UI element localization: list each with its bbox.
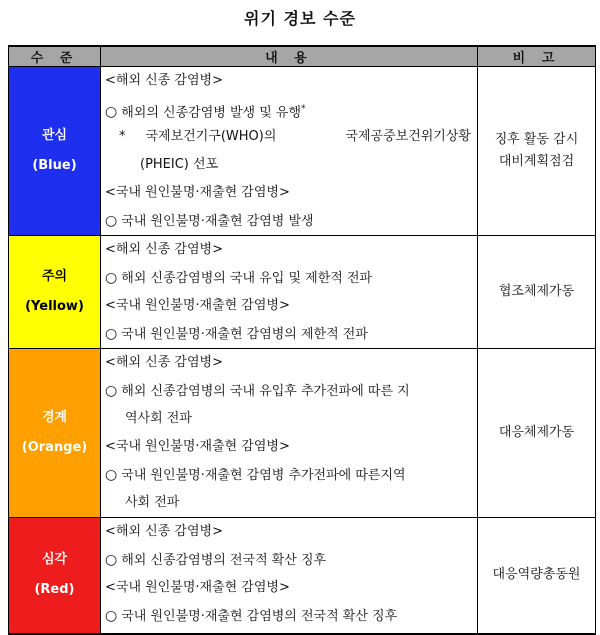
footnote-mark: * [301,104,306,114]
list-item-continued: 역사회 전파 [125,411,192,426]
list-item: ○ 해외 신종감염병의 전국적 확산 징후 [105,552,327,568]
header-level: 수 준 [9,46,101,67]
level-color: (Orange) [21,440,88,455]
bullet-circle-icon: ○ [105,467,118,483]
domestic-header: <국내 원인불명·재출현 감염병> [105,185,290,200]
bullet-circle-icon: ○ [105,383,118,399]
note-cell-yellow: 협조체제가동 [478,236,596,349]
list-item-continued: 사회 전파 [125,495,180,510]
bullet-circle-icon: ○ [105,213,118,229]
footnote-bullet: * [119,129,126,144]
domestic-header: <국내 원인불명·재출현 감염병> [105,439,290,454]
list-item: ○ 해외의 신종감염병 발생 및 유행* [105,104,306,121]
level-name: 경계 [41,410,68,425]
level-color: (Blue) [32,158,77,173]
footnote-line: * 국제보건기구(WHO)의 국제공중보건위기상황 [119,129,471,144]
bullet-circle-icon: ○ [105,552,118,568]
bullet-circle-icon: ○ [105,608,118,624]
level-cell-blue [9,67,101,236]
bullet-circle-icon: ○ [105,326,118,342]
level-cell-yellow [9,236,101,349]
domestic-header: <국내 원인불명·재출현 감염병> [105,580,290,595]
header-content: 내 용 [101,46,478,67]
content-cell-yellow [101,236,478,349]
list-item: ○ 해외 신종감염병의 국내 유입 및 제한적 전파 [105,270,373,286]
level-color: (Yellow) [25,299,84,314]
level-name: 주의 [41,269,68,284]
overseas-header: <해외 신종 감염병> [105,73,223,88]
level-cell-red [9,518,101,634]
list-item: ○ 해외 신종감염병의 국내 유입후 추가전파에 따른 지 [105,383,410,399]
table-row-orange [9,349,596,518]
note-cell-blue: 징후 활동 감시 대비계획점검 [478,67,596,236]
level-color: (Red) [34,582,75,598]
note-cell-red: 대응역량총동원 [478,518,596,634]
level-name: 관심 [41,128,68,143]
overseas-header: <해외 신종 감염병> [105,355,223,370]
list-item: ○ 국내 원인불명·재출현 감염병의 전국적 확산 징후 [105,608,398,624]
page-title: 위기 경보 수준 [244,9,356,28]
list-item: ○ 국내 원인불명·재출현 감염병 추가전파에 따른지역 [105,467,406,483]
bullet-circle-icon: ○ [105,104,118,121]
footnote-line-continued: (PHEIC) 선포 [140,157,219,172]
overseas-header: <해외 신종 감염병> [105,242,223,257]
level-name: 심각 [41,552,68,568]
table-row-red [9,518,596,634]
domestic-header: <국내 원인불명·재출현 감염병> [105,298,290,313]
list-item: ○ 국내 원인불명·재출현 감염병 발생 [105,213,314,229]
table-row-yellow [9,236,596,349]
table-header-row [9,46,596,67]
content-cell-blue [101,67,478,236]
bullet-circle-icon: ○ [105,270,118,286]
content-cell-orange [101,349,478,518]
alert-level-table [8,45,596,635]
header-note: 비 고 [478,46,596,67]
content-cell-red [101,518,478,634]
table-row-blue [9,67,596,236]
note-cell-orange: 대응체제가동 [478,349,596,518]
level-cell-orange [9,349,101,518]
overseas-header: <해외 신종 감염병> [105,524,223,539]
list-item: ○ 국내 원인불명·재출현 감염병의 제한적 전파 [105,326,368,342]
